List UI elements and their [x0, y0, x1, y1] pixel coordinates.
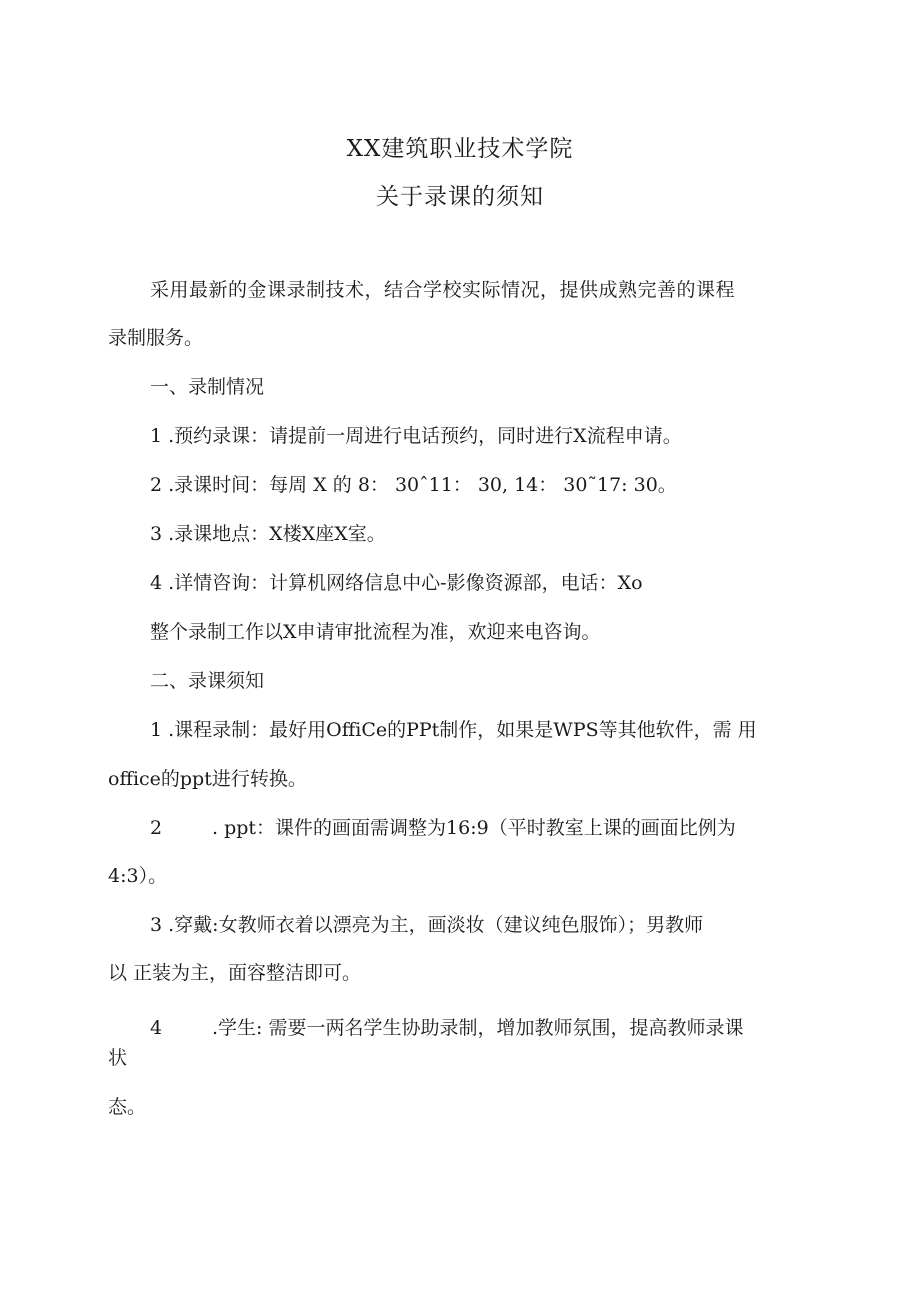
- recording-item-consultation: 4 .详情咨询：计算机网络信息中心-影像资源部，电话：Xo: [150, 572, 643, 594]
- notes-item-ppt-text: . ppt：课件的画面需调整为16:9（平时教室上课的画面比例为: [212, 817, 736, 839]
- intro-paragraph-line-1: 采用最新的金课录制技术，结合学校实际情况，提供成熟完善的课程: [150, 279, 736, 301]
- notes-item-students-line-2: 态。: [108, 1096, 147, 1118]
- notes-item-ppt-line-2: 4:3）。: [108, 865, 168, 887]
- section-heading-recording-notes: 二、录课须知: [150, 670, 265, 692]
- section-heading-recording-status: 一、录制情况: [150, 376, 265, 398]
- notes-item-course-recording-line-2: office的ppt进行转换。: [108, 768, 307, 790]
- recording-item-time: 2 .录课时间：每周 X 的 8： 30ˆ11： 30, 14： 30˜17: 30。: [150, 474, 677, 496]
- notes-item-attire-line-1: 3 .穿戴:女教师衣着以漂亮为主，画淡妆（建议纯色服饰）；男教师: [150, 914, 704, 936]
- recording-item-appointment: 1 .预约录课：请提前一周进行电话预约，同时进行X流程申请。: [150, 425, 682, 447]
- document-title-notice: 关于录课的须知: [376, 184, 544, 210]
- recording-item-location: 3 .录课地点：X楼X座X室。: [150, 523, 386, 545]
- notes-item-students-number: 4: [150, 1017, 163, 1039]
- notes-item-students-line-1: [150, 1016, 743, 1040]
- notes-item-attire-line-2: 以 正装为主，面容整洁即可。: [108, 962, 362, 984]
- notes-item-course-recording-line-1: 1 .课程录制：最好用OffiCe的PPt制作，如果是WPS等其他软件，需 用: [150, 719, 757, 741]
- notes-item-ppt-line-1: [150, 816, 736, 840]
- notes-item-ppt-number: 2: [150, 817, 163, 839]
- notes-item-students-line-1b: 状: [108, 1047, 128, 1069]
- recording-note: 整个录制工作以X申请审批流程为准，欢迎来电咨询。: [150, 621, 601, 643]
- document-title-institution: XX建筑职业技术学院: [346, 136, 574, 162]
- intro-paragraph-line-2: 录制服务。: [108, 327, 204, 349]
- notes-item-students-text: .学生: 需要一两名学生协助录制，增加教师氛围，提高教师录课: [212, 1017, 744, 1039]
